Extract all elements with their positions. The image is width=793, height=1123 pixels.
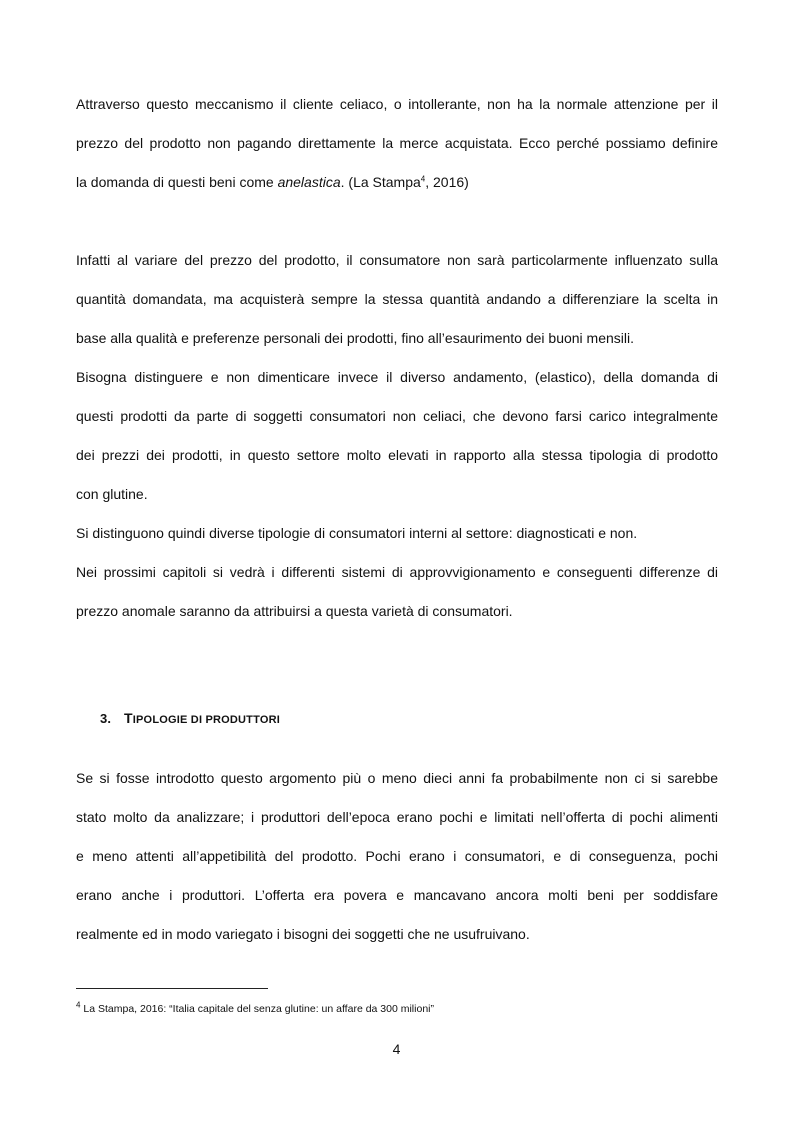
paragraph-line: Se si fosse introdotto questo argomento più o meno dieci anni fa probabilmente non ci si sarebbe: [76, 770, 718, 786]
text-run: la domanda di questi beni come: [76, 174, 278, 190]
section-heading: [100, 710, 280, 726]
footnote: [76, 1000, 434, 1015]
text-run: , 2016): [425, 174, 469, 190]
paragraph-line: Nei prossimi capitoli si vedrà i differenti sistemi di approvvigionamento e conseguenti differenze di: [76, 564, 718, 580]
italic-term: anelastica: [277, 174, 341, 190]
page-number: 4: [392, 1041, 401, 1057]
paragraph-line: stato molto da analizzare; i produttori dell’epoca erano pochi e limitati nell’offerta di pochi alimenti: [76, 809, 718, 825]
paragraph-line: e meno attenti all’appetibilità del prodotto. Pochi erano i consumatori, e di conseguenza, pochi: [76, 848, 718, 864]
paragraph-line: [76, 175, 718, 214]
paragraph-2: [76, 253, 718, 643]
paragraph-line: dei prezzi dei prodotti, in questo settore molto elevati in rapporto alla stessa tipologia di prodotto: [76, 447, 718, 463]
heading-initial: T: [124, 710, 133, 726]
paragraph-line: base alla qualità e preferenze personali dei prodotti, fino all’esaurimento dei buoni mensili.: [76, 330, 635, 346]
paragraph-line: Attraverso questo meccanismo il cliente celiaco, o intollerante, non ha la normale attenzione per il: [76, 96, 718, 112]
paragraph-line: realmente ed in modo variegato i bisogni dei soggetti che ne usufruivano.: [76, 926, 530, 942]
paragraph-line: prezzo del prodotto non pagando direttamente la merce acquistata. Ecco perché possiamo definire: [76, 135, 718, 151]
paragraph-line: Si distinguono quindi diverse tipologie di consumatori interni al settore: diagnosticati e non.: [76, 525, 638, 541]
footnote-text: La Stampa, 2016: “Italia capitale del senza glutine: un affare da 300 milioni”: [80, 1003, 434, 1015]
paragraph-line: prezzo anomale saranno da attribuirsi a questa varietà di consumatori.: [76, 603, 513, 619]
paragraph-3: [76, 771, 718, 966]
footnote-marker: 4: [76, 1000, 81, 1010]
text-run: . (La Stampa: [340, 174, 421, 190]
footnote-reference[interactable]: 4: [420, 174, 426, 184]
paragraph-line: Bisogna distinguere e non dimenticare invece il diverso andamento, (elastico), della domanda di: [76, 369, 718, 385]
paragraph-line: questi prodotti da parte di soggetti consumatori non celiaci, che devono farsi carico integralmente: [76, 408, 718, 424]
paragraph-line: erano anche i produttori. L’offerta era povera e mancavano ancora molti beni per soddisfare: [76, 887, 718, 903]
paragraph-line: quantità domandata, ma acquisterà sempre la stessa quantità andando a differenziare la scelta in: [76, 291, 718, 307]
section-number: 3.: [100, 711, 112, 726]
paragraph-line: Infatti al variare del prezzo del prodotto, il consumatore non sarà particolarmente influenzato sulla: [76, 252, 718, 268]
paragraph-1: [76, 97, 718, 214]
paragraph-line: con glutine.: [76, 486, 148, 502]
heading-rest: IPOLOGIE DI PRODUTTORI: [132, 714, 280, 726]
footnote-separator: [76, 988, 268, 989]
